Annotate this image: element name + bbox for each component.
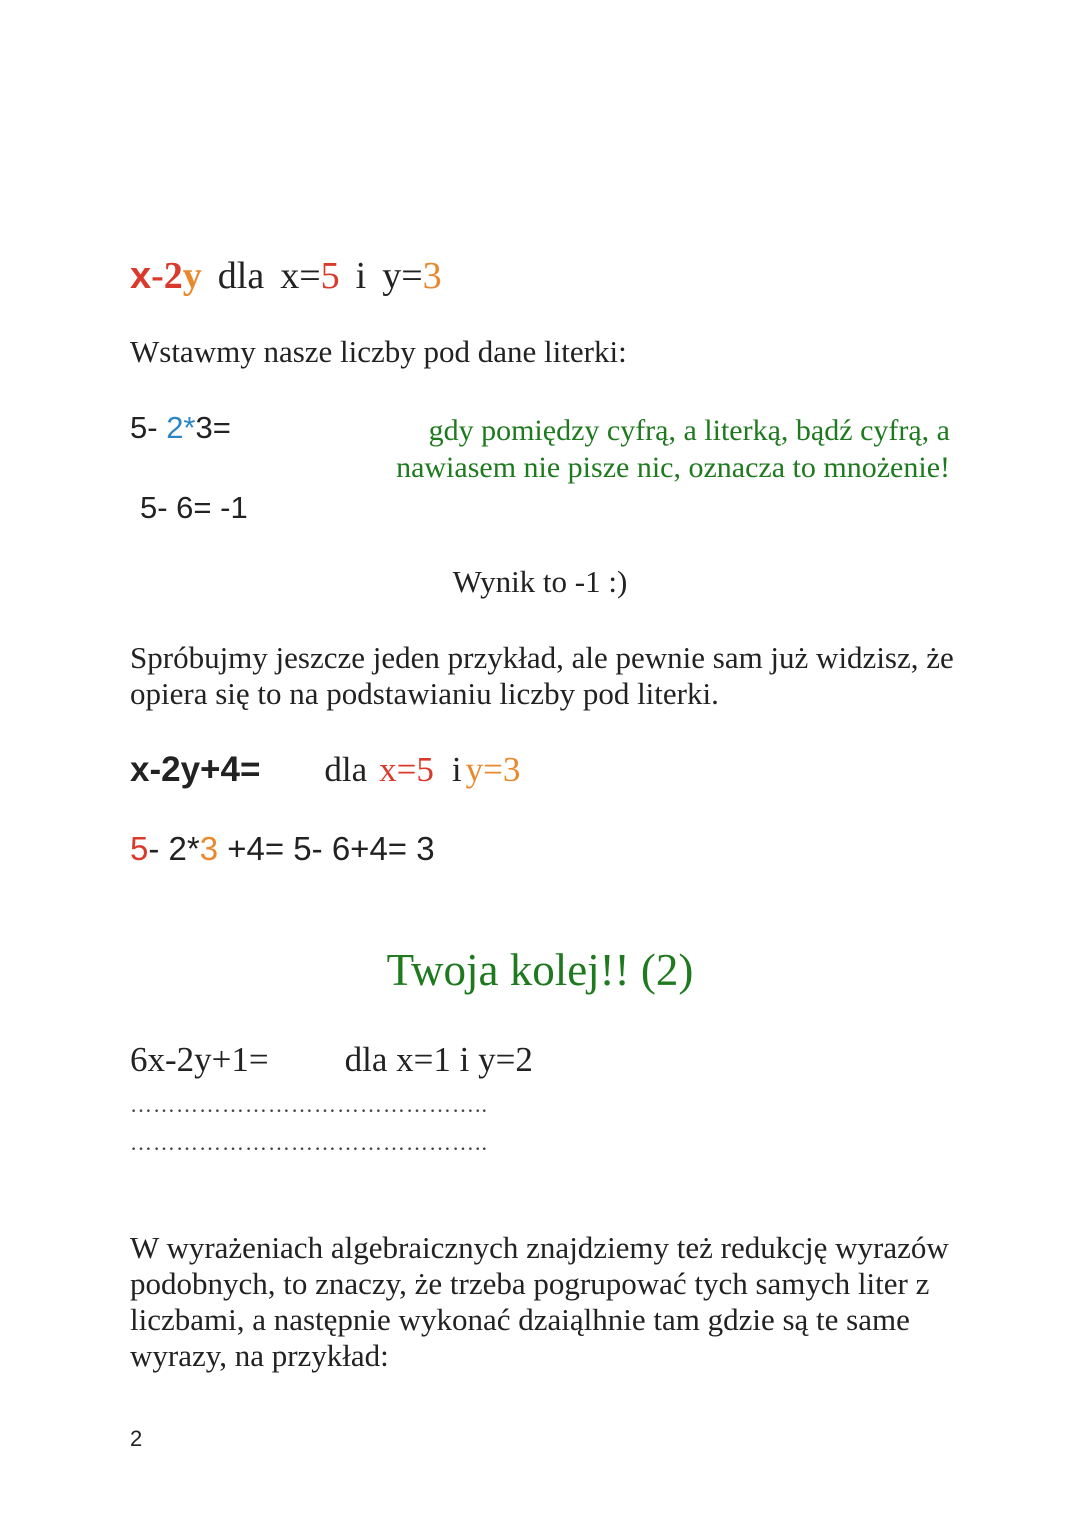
multiplication-note: gdy pomiędzy cyfrą, a literką, bądź cyfrą, a nawiasem nie pisze nic, oznacza to mnożenie! [396, 414, 950, 484]
calc-part-1: 5 [130, 830, 149, 867]
expr-x: x [130, 255, 152, 297]
page-number: 2 [130, 1426, 143, 1451]
dla-word: dla [324, 750, 368, 789]
task-values: dla x=1 i y=2 [344, 1040, 533, 1079]
computation-step: 5- 6= -1 [140, 490, 248, 525]
example2-expression: x-2y+4= [130, 750, 261, 789]
x-value: 5 [320, 255, 340, 297]
paragraph-like-terms: W wyrażeniach algebraicznych znajdziemy też redukcję wyrazów podobnych, to znaczy, że trzeba pogrupować tych samych liter z liczbami, a następnie wykonać dzaiąlhnie tam gdzie są te same wyrazy, na przykład: [130, 1230, 949, 1373]
y-assignment: y=3 [465, 750, 521, 789]
y-equals: y= [382, 255, 423, 297]
step1-part-c: 3= [195, 410, 231, 445]
expr-minus-two: -2 [151, 255, 183, 297]
intro-text: Wstawmy nasze liczby pod dane literki: [130, 334, 627, 369]
answer-line: ……………………………………….. [130, 1130, 488, 1155]
example2-calculation [130, 830, 435, 868]
x-equals: x= [280, 255, 321, 297]
paragraph-next-example: Spróbujmy jeszcze jeden przykład, ale pewnie sam już widzisz, że opiera się to na podstawianiu liczby pod literki. [130, 640, 954, 711]
result-text: Wynik to -1 :) [452, 564, 628, 599]
task-expression: 6x-2y+1= [130, 1040, 269, 1079]
dla-word: dla [217, 255, 265, 297]
and-word: i [451, 750, 462, 789]
calc-part-4: +4= 5- 6+4= 3 [218, 830, 435, 867]
step1-part-a: 5- [130, 410, 167, 445]
expr-y: y [182, 255, 202, 297]
task-line [130, 1040, 533, 1080]
your-turn-heading: Twoja kolej!! (2) [386, 945, 694, 995]
and-word: i [355, 255, 367, 297]
calc-part-2: - 2* [148, 830, 200, 867]
calc-part-3: 3 [199, 830, 219, 867]
answer-line: ……………………………………….. [130, 1092, 488, 1117]
substitution-step [130, 410, 231, 446]
y-value: 3 [422, 255, 442, 297]
example2-line [130, 750, 520, 790]
x-assignment: x=5 [379, 750, 434, 789]
example1-line [130, 254, 442, 298]
step1-part-b: 2* [166, 410, 196, 445]
